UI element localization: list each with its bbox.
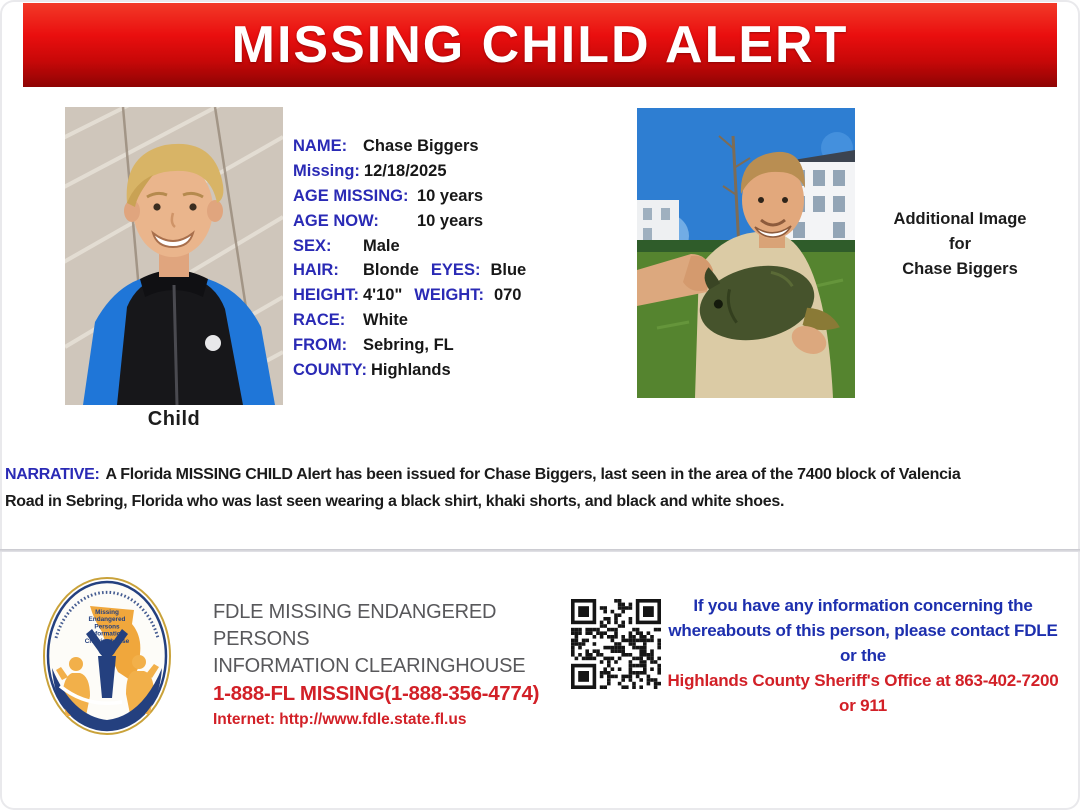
svg-text:Information: Information <box>89 630 125 638</box>
child-photo-caption: Child <box>147 408 201 430</box>
section-divider <box>0 549 1080 552</box>
detail-row <box>293 159 623 184</box>
svg-text:Clearinghouse: Clearinghouse <box>84 637 130 645</box>
detail-value: Blonde <box>363 261 419 280</box>
child-photo-illustration <box>65 107 283 405</box>
detail-value: 10 years <box>417 186 484 205</box>
clearinghouse-name-line-1: FDLE MISSING ENDANGERED PERSONS <box>213 601 497 650</box>
detail-value: Chase Biggers <box>363 136 479 155</box>
detail-row <box>293 358 623 383</box>
additional-image-label <box>853 207 1067 282</box>
detail-value: White <box>363 311 408 330</box>
detail-label: Missing: <box>293 161 360 180</box>
detail-row <box>293 134 623 159</box>
detail-value: Sebring, FL <box>363 336 454 355</box>
additional-image-label-line: Additional Image <box>893 210 1027 228</box>
svg-text:Persons: Persons <box>94 623 120 631</box>
contact-line: If you have any information concerning the <box>693 596 1033 615</box>
contact-instructions <box>648 593 1078 718</box>
detail-label: SEX: <box>293 236 332 255</box>
detail-label: HEIGHT: <box>293 286 359 305</box>
detail-label: EYES: <box>430 261 481 280</box>
alert-banner-title: MISSING CHILD ALERT <box>231 16 849 74</box>
contact-line: or 911 <box>839 696 887 715</box>
detail-label: AGE MISSING: <box>293 186 409 205</box>
detail-label: COUNTY: <box>293 360 367 379</box>
detail-row <box>293 308 623 333</box>
fdle-clearinghouse-logo <box>42 576 172 736</box>
detail-value: 4'10" <box>363 286 403 305</box>
alert-banner <box>23 3 1057 87</box>
narrative-label: NARRATIVE: <box>5 466 100 483</box>
detail-label: RACE: <box>293 311 346 330</box>
detail-value: Male <box>363 236 400 255</box>
detail-label: AGE NOW: <box>293 211 379 230</box>
narrative-line-1 <box>5 461 1078 488</box>
clearinghouse-name-line-2: INFORMATION CLEARINGHOUSE <box>213 655 526 677</box>
additional-image-label-line: for <box>949 235 971 253</box>
subject-details <box>293 134 623 383</box>
narrative-text-1: A Florida MISSING CHILD Alert has been issued for Chase Biggers, last seen in the area of the 7400 block of Valencia <box>105 466 961 483</box>
detail-row <box>293 258 623 283</box>
contact-line: Highlands County Sheriff's Office at 863-402-7200 <box>667 671 1059 690</box>
additional-image-label-line: Chase Biggers <box>902 260 1018 278</box>
narrative-line-2: Road in Sebring, Florida who was last seen wearing a black shirt, khaki shorts, and black and white shoes. <box>5 493 785 510</box>
detail-row <box>293 283 623 308</box>
detail-value: Highlands <box>370 360 451 379</box>
detail-value: Blue <box>490 261 527 280</box>
additional-photo <box>637 108 855 398</box>
detail-label: HAIR: <box>293 261 339 280</box>
clearinghouse-url: Internet: http://www.fdle.state.fl.us <box>213 711 467 728</box>
contact-line: whereabouts of this person, please contact FDLE <box>668 621 1058 640</box>
detail-row <box>293 333 623 358</box>
detail-label: NAME: <box>293 136 348 155</box>
narrative <box>5 461 1078 515</box>
detail-row <box>293 184 623 209</box>
contact-line: or the <box>839 646 887 665</box>
detail-label: FROM: <box>293 336 348 355</box>
additional-photo-illustration <box>637 108 855 398</box>
clearinghouse-block <box>213 599 573 731</box>
detail-value: 12/18/2025 <box>363 161 447 180</box>
child-photo <box>65 107 283 405</box>
detail-row <box>293 234 623 259</box>
detail-label: WEIGHT: <box>414 286 484 305</box>
contact-fdle-text <box>648 593 1078 668</box>
svg-text:Endangered: Endangered <box>88 616 126 624</box>
detail-value: 10 years <box>417 211 484 230</box>
svg-text:Missing: Missing <box>95 609 119 616</box>
detail-value: 070 <box>493 286 522 305</box>
clearinghouse-phone: 1-888-FL MISSING(1-888-356-4774) <box>213 682 540 705</box>
clearinghouse-seal-icon <box>42 576 172 736</box>
detail-row <box>293 209 623 234</box>
contact-sheriff-text <box>648 668 1078 718</box>
